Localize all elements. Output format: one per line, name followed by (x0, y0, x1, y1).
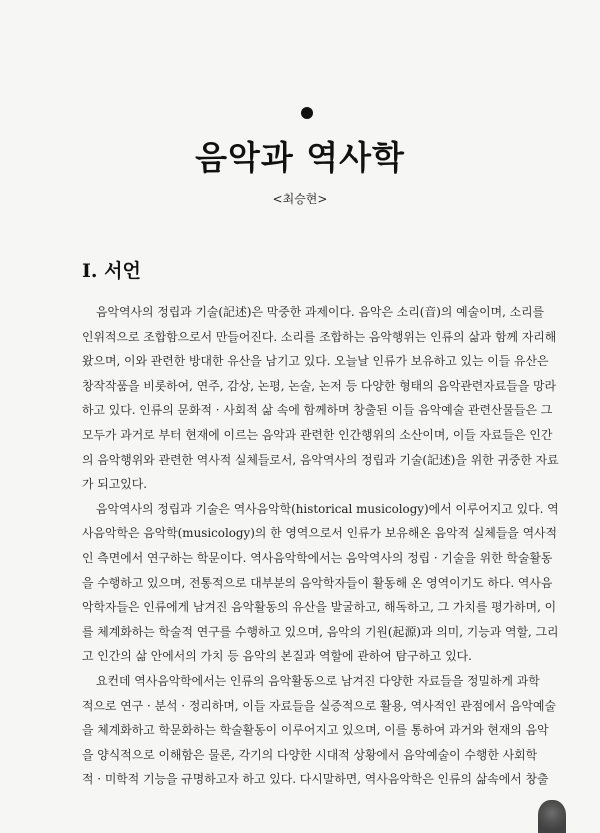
body-line: 모두가 과거로 부터 현재에 이르는 음악과 관련한 인간행위의 소산이며, 이들 자료들은 인간 (82, 427, 553, 442)
body-line: 를 체계화하는 학술적 연구를 수행하고 있으며, 음악의 기원(起源)과 의미, 기능과 역할, 그리 (82, 624, 559, 639)
body-line: 창작작품을 비롯하여, 연주, 감상, 논평, 논술, 논저 등 다양한 형태의 음악관련자료들을 망라 (82, 378, 556, 393)
body-line: 왔으며, 이와 관련한 방대한 유산을 남기고 있다. 오늘날 인류가 보유하고 있는 이들 유산은 (82, 354, 549, 369)
body-line: 악학자들은 인류에게 남겨진 음악활동의 유산을 발굴하고, 해독하고, 그 가치를 평가하며, 이 (82, 600, 557, 615)
section-heading: I. 서언 (82, 260, 141, 282)
body-line: 인위적으로 조합함으로서 만들어진다. 소리를 조합하는 음악행위는 인류의 삶과 함께 자리해 (82, 329, 557, 344)
body-line: 적 · 미학적 기능을 규명하고자 하고 있다. 다시말하면, 역사음악학은 인류의 삶속에서 창출 (82, 772, 549, 787)
body-line: 적으로 연구 · 분석 · 정리하며, 이들 자료들을 실증적으로 활용, 역사적인 관점에서 음악예술 (82, 698, 556, 713)
body-line: 가 되고있다. (82, 477, 147, 492)
page-corner-mark (538, 800, 566, 833)
body-line: 고 인간의 삶 안에서의 가치 등 음악의 본질과 역할에 관하여 탐구하고 있다. (82, 649, 472, 664)
body-line: 사음악학은 음악학(musicology)의 한 영역으로서 인류가 보유해온 음악적 실체들을 역사적 (82, 526, 558, 541)
body-line: 하고 있다. 인류의 문화적 · 사회적 삶 속에 함께하며 창출된 이들 음악예술 관련산물들은 그 (82, 403, 553, 418)
author-name: <최승현> (272, 192, 328, 206)
body-line: 음악역사의 정립과 기술(記述)은 막중한 과제이다. 음악은 소리(音)의 예술이며, 소리를 (96, 305, 545, 319)
body-line: 을 체계화하고 학문화하는 학술활동이 이루어지고 있으며, 이를 통하여 과거와 현재의 음악 (82, 723, 549, 738)
body-line: 음악역사의 정립과 기술은 역사음악학(historical musicology)에서 이루어지고 있다. 역 (96, 501, 559, 516)
body-line: 의 음악행위와 관련한 역사적 실체들로서, 음악역사의 정립과 기술(記述)을 위한 귀중한 자료 (82, 452, 559, 467)
body-text (82, 300, 559, 792)
title-bullet (301, 107, 313, 119)
body-line: 인 측면에서 연구하는 학문이다. 역사음악학에서는 음악역사의 정립 · 기술을 위한 학술활동 (82, 550, 553, 565)
body-line: 을 양식적으로 이해함은 물론, 각기의 다양한 시대적 상황에서 음악예술이 수행한 사회학 (82, 747, 538, 762)
body-line: 을 수행하고 있으며, 전통적으로 대부분의 음악학자들이 활동해 온 영역이기도 하다. 역사음 (82, 575, 553, 590)
body-line: 요컨데 역사음악학에서는 인류의 음악활동으로 남겨진 다양한 자료들을 정밀하게 과학 (96, 673, 540, 688)
page-title: 음악과 역사학 (195, 138, 405, 177)
